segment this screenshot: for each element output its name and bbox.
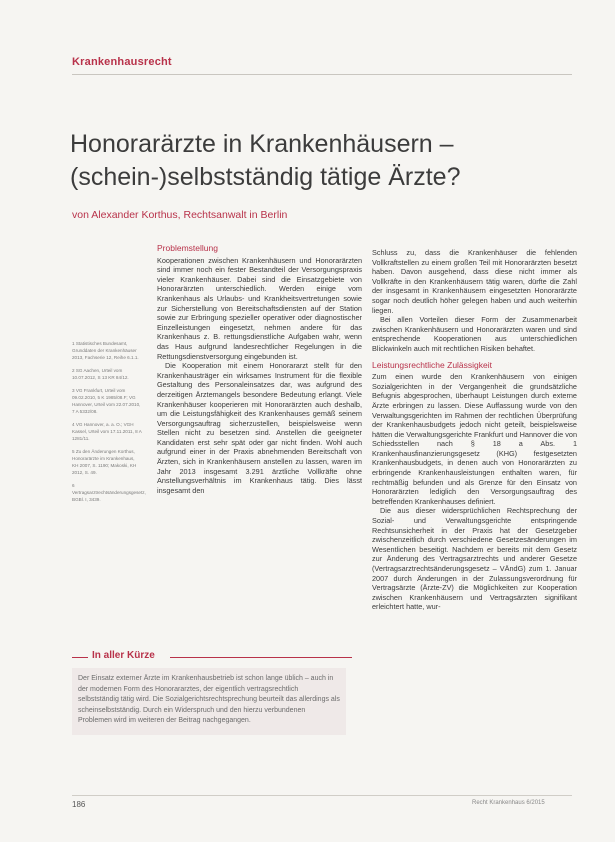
paragraph: Bei allen Vorteilen dieser Form der Zusammenarbeit zwischen Krankenhäusern und Honorarärzten waren und sind entsprechende Kooperationen aus unterschiedlichen Blickwinkeln auch mit rechtlichen Risiken behaftet. — [372, 315, 577, 353]
title-line-2: (schein-)selbstständig tätige Ärzte? — [70, 163, 461, 191]
summary-text: Der Einsatz externer Ärzte im Krankenhausbetrieb ist schon lange üblich – auch in der modernen Form des Honorararztes, der eigentlich vertragsrechtlich selbstständig tätig wird. Die Sozialgerichtsrechtsprechung beurteilt das allerdings als scheinselbstständig. Durch ein Widerspruch und den hierzu verbundenen Problemen wird im weiteren der Beitrag nachgegangen. — [72, 668, 346, 735]
footnote: 4 VG Hannover, a. a. O.; VGH Kassel, Urteil vom 17.11.2011, 8 A 1281/11. — [72, 422, 142, 441]
footnote: 2 SG Aachen, Urteil vom 10.07.2012, S 13 KR 84/12. — [72, 368, 129, 380]
paragraph: Die aus dieser widersprüchlichen Rechtsprechung der Sozial- und Verwaltungsgerichte entspringende Rechtsunsicherheit in der Praxis hat der Gesetzgeber zwischenzeitlich durch verschiedene Gesetzesänderungen im Wesentlichen beseitigt. Nachdem er bereits mit dem Gesetz zur Änderung des Vertragsarztrechts und anderer Gesetze (Vertragsarztrechtsänderungsgesetz – VÄndG) zum 1. Januar 2007 durch Änderungen in der Zulassungsverordnung für Vertragsärzte (Ärzte-ZV) die Möglichkeiten zur Kooperation zwischen Krankenhäusern und Vertragsärzten signifikant erleichtert hatte, wur- — [372, 506, 577, 612]
footnote: 1 Statistisches Bundesamt, Grunddaten der Krankenhäuser 2013, Fachserie 12, Reihe 6.1.1. — [72, 341, 139, 360]
page-number: 186 — [72, 800, 86, 809]
paragraph: Die Kooperation mit einem Honorararzt stellt für den Krankenhausträger ein wirksames Instrument für die flexible Gestaltung des Personaleinsatzes dar, was aufgrund des derzeitigen Ärztemangels besondere Bedeutung erlangt. Viele Krankenhäuser kooperieren mit Honorarärzten auch deshalb, um die Leistungsfähigkeit des Krankenhauses gemäß seinem Versorgungsauftrag sicherzustellen, beispielsweise wenn Stellen nicht zu besetzen sind. Anstellen die geeigneter Kandidaten erst sehr spät oder gar nicht finden. Wohl auch aufgrund einer in der Praxis abnehmenden Bereitschaft von Ärzten, sich in Krankenhäusern anstellen zu lassen, waren im Jahr 2013 insgesamt 3.291 ärztliche Vollkräfte ohne Anstellungsverhältnis im Krankenhaus tätig. Dies lässt insgesamt den — [157, 361, 362, 495]
footer-divider — [72, 795, 572, 796]
summary-rule-right — [170, 657, 352, 658]
journal-name: Recht Krankenhaus 6/2015 — [472, 800, 545, 806]
paragraph: Schluss zu, dass die Krankenhäuser die fehlenden Vollkraftstellen zu einem großen Teil mit Honorarärzten besetzt haben. Davon ausgehend, dass diese nicht immer als Vollkräfte in den Krankenhäusern tätig waren, dürfte die Zahl der insgesamt in Krankenhäusern eingesetzten Honorarärzte sogar noch deutlich höher gelegen haben und auch weiterhin liegen. — [372, 248, 577, 315]
title-line-1: Honorarärzte in Krankenhäusern – — [70, 130, 454, 158]
summary-heading: In aller Kürze — [92, 650, 155, 661]
paragraph: Kooperationen zwischen Krankenhäusern und Honorarärzten sind immer noch ein fester Bestandteil der Versorgungspraxis vieler Krankenhäuser. Dabei sind die Einsatzgebiete von Honorarärzten unterschiedlich. Werden einige vom Krankenhaus als Urlaubs- und Krankheitsvertretungen sowie zur Sicherstellung von Bereitschaftsdiensten auf der Station sowie zur Erbringung spezieller operativer oder diagnostischer Einzelleistungen eingesetzt, nehmen andere für das Krankenhaus z. B. rettungsdienstliche Aufgaben wahr, wenn das Haus aufgrund landesrechtlicher Regelungen in die Rettungsdienstversorgung eingebunden ist. — [157, 255, 362, 361]
heading-problemstellung: Problemstellung — [157, 243, 218, 253]
footnote: 3 VG Frankfurt, Urteil vom 09.02.2010, 5 K 1985/08.F; VG Hannover, Urteil vom 22.07.2010, 7 A 5332/08. — [72, 388, 141, 414]
footnotes — [72, 340, 146, 509]
footnote: 6 Vertragsarztrechtsänderungsgesetz, BGBl. I, 3439. — [72, 483, 146, 502]
top-divider — [72, 74, 572, 75]
author-byline: von Alexander Korthus, Rechtsanwalt in Berlin — [72, 209, 288, 221]
paragraph: Zum einen wurde den Krankenhäusern von einigen Sozialgerichten in der Vergangenheit die grundsätzliche Befugnis abgesprochen, überhaupt Leistungen durch externe Ärzte erbringen zu lassen. Diese Auffassung wurde von den Verwaltungsgerichten im Rahmen der rechtlichen Überprüfung der Krankenhausbudgets jedoch nicht geteilt, beispielsweise hätten die Verwaltungsgerichte Frankfurt und Hannover die von Schiedsstellen nach § 18 a Abs. 1 Krankenhausfinanzierungsgesetz (KHG) festgesetzten Krankenhausbudgets, in denen auch von Honorarärzten zu erbringende Krankenhausleistungen enthalten waren, für rechtmäßig befunden und als Grenze für den Einsatz von Honorarärzten lediglich den Versorgungsauftrag des betreffenden Krankenhauses definiert. — [372, 372, 577, 506]
summary-box — [72, 650, 352, 735]
article-title — [70, 128, 570, 194]
body-column-left — [157, 244, 362, 495]
section-label: Krankenhausrecht — [72, 56, 172, 68]
summary-rule-left — [72, 657, 88, 658]
heading-leistungsrecht: Leistungsrechtliche Zulässigkeit — [372, 359, 493, 370]
body-column-right — [372, 248, 577, 612]
footnote: 5 Zu den Änderungen Korthus, Honorarärzte im Krankenhaus, KH 2007, S. 1190; Makoski, KH 2012, S. 49. — [72, 449, 137, 475]
